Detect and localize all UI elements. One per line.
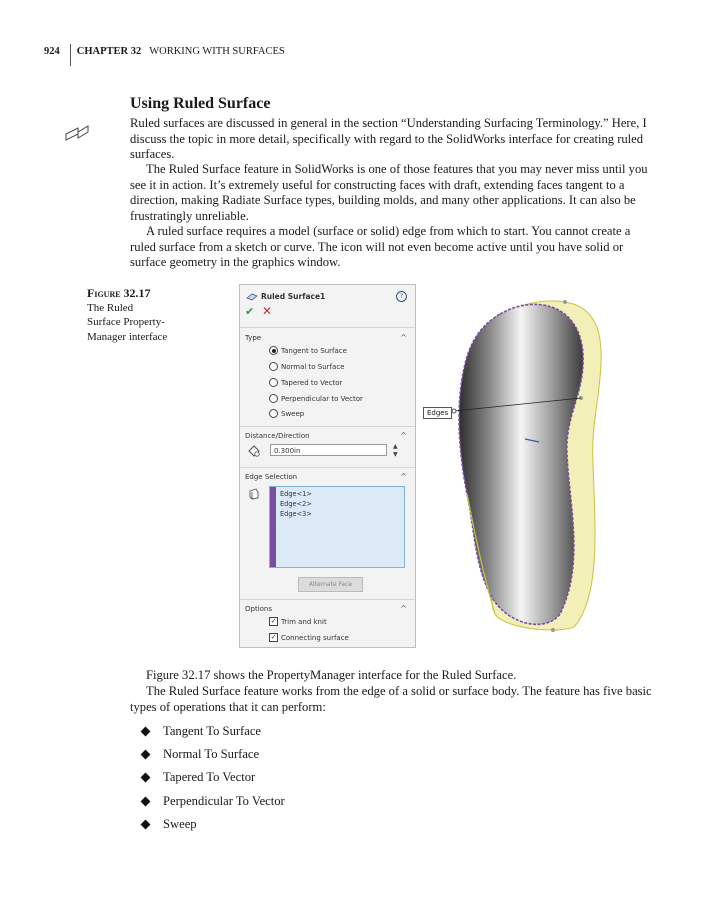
paragraph-feature: The Ruled Surface feature in SolidWorks is one of those features that you may never miss until you see it in action. It’s extremely useful for constructing faces with draft, extending faces tangent to a direction, making Radiate Surface types, building molds, and many other applications. It can also be frustratingly unreliable.	[130, 162, 648, 223]
list-item	[142, 813, 285, 836]
paragraph-intro: Ruled surfaces are discussed in general in the section “Understanding Surfacing Terminology.” Here, I discuss the topic in more detail, specifically with regard to the SolidWorks interface for creating ruled surfaces.	[130, 116, 647, 162]
paragraph-requirement: A ruled surface requires a model (surface or solid) edge from which to start. You cannot create a ruled surface from a sketch or curve. The icon will not even become active until you have solid or surface geometry in the graphics window.	[130, 224, 631, 270]
radio-tangent-to-surface[interactable]	[269, 346, 347, 355]
radio-label: Sweep	[281, 409, 305, 418]
radio-dot	[269, 362, 278, 371]
options-collapse-caret[interactable]: ^	[400, 604, 407, 613]
type-section-label: Type	[245, 334, 262, 342]
bullet-diamond-icon	[141, 773, 151, 783]
ruled-surface-icon	[246, 291, 258, 301]
page-number: 924	[44, 45, 60, 57]
cancel-button[interactable]: ✕	[262, 304, 273, 318]
options-section-label: Options	[245, 605, 273, 613]
alternate-face-button[interactable]: Alternate Face	[298, 577, 363, 592]
bullet-diamond-icon	[141, 727, 151, 737]
edge-collapse-caret[interactable]: ^	[400, 472, 407, 481]
list-item[interactable]: Edge<1>	[280, 490, 312, 498]
checkbox-connecting-surface[interactable]	[269, 633, 349, 642]
edge-section-label: Edge Selection	[245, 473, 298, 481]
cross-reference-icon	[64, 120, 90, 142]
radio-perpendicular-to-vector[interactable]	[269, 394, 363, 403]
list-item	[142, 766, 285, 789]
paragraph-operation-types: The Ruled Surface feature works from the edge of a solid or surface body. The feature has five basic types of operations that it can perform:	[130, 684, 652, 714]
type-collapse-caret[interactable]: ^	[400, 333, 407, 342]
running-header	[44, 40, 285, 62]
radio-dot	[269, 409, 278, 418]
distance-icon	[247, 445, 261, 457]
bullet-diamond-icon	[141, 750, 151, 760]
distance-input[interactable]: 0.300in	[270, 444, 387, 456]
selection-color-bar	[270, 487, 276, 567]
panel-title	[246, 291, 325, 301]
options-section	[240, 599, 415, 600]
radio-tapered-to-vector[interactable]	[269, 378, 342, 387]
panel-title-text: Ruled Surface1	[261, 291, 326, 301]
list-item[interactable]: Edge<3>	[280, 510, 312, 518]
spin-down-button[interactable]: ▼	[393, 451, 398, 458]
bullet-text: Tangent To Surface	[163, 724, 262, 739]
check-icon: ✓	[270, 617, 277, 625]
figure-number: Figure 32.17	[87, 286, 151, 300]
header-divider	[70, 44, 71, 66]
list-item[interactable]: Edge<2>	[280, 500, 312, 508]
radio-normal-to-surface[interactable]	[269, 362, 344, 371]
checkbox-label: Connecting surface	[281, 633, 349, 642]
list-item	[142, 720, 285, 743]
checkbox-label: Trim and knit	[281, 617, 327, 626]
bullet-diamond-icon	[141, 819, 151, 829]
edge-selection-list[interactable]	[269, 486, 405, 568]
paragraph-figure-reference: Figure 32.17 shows the PropertyManager interface for the Ruled Surface.	[146, 668, 517, 682]
radio-label: Perpendicular to Vector	[281, 394, 363, 403]
radio-label: Normal to Surface	[281, 362, 345, 371]
bullet-text: Sweep	[163, 816, 197, 831]
type-section	[240, 327, 415, 328]
property-manager-panel	[239, 284, 416, 648]
distance-section-label: Distance/Direction	[245, 432, 310, 440]
chapter-label: CHAPTER 32	[76, 45, 142, 57]
operation-type-list	[142, 720, 285, 836]
figure-caption-line: Surface Property-	[87, 316, 165, 328]
figure-caption	[87, 286, 187, 344]
radio-dot	[269, 346, 278, 355]
ok-button[interactable]: ✔	[245, 305, 255, 318]
radio-sweep[interactable]	[269, 409, 304, 418]
list-item	[142, 790, 285, 813]
bullet-text: Perpendicular To Vector	[163, 793, 285, 808]
radio-label: Tangent to Surface	[281, 346, 347, 355]
bullet-text: Tapered To Vector	[163, 770, 256, 785]
spin-up-button[interactable]: ▲	[393, 443, 398, 450]
radio-dot	[269, 394, 278, 403]
ruled-surface-model-graphic	[415, 294, 625, 636]
section-title: Using Ruled Surface	[130, 95, 271, 112]
figure-caption-line: Manager interface	[87, 330, 168, 343]
edge-section	[240, 467, 415, 468]
list-item	[142, 743, 285, 766]
bullet-diamond-icon	[141, 796, 151, 806]
figure-caption-line: The Ruled	[87, 301, 134, 314]
radio-label: Tapered to Vector	[281, 378, 343, 387]
distance-section	[240, 426, 415, 427]
distance-collapse-caret[interactable]: ^	[400, 431, 407, 440]
radio-dot	[269, 378, 278, 387]
help-button[interactable]: ?	[396, 291, 407, 302]
edges-callout-label: Edges	[423, 407, 452, 419]
checkbox-trim-and-knit[interactable]	[269, 617, 327, 626]
check-icon: ✓	[270, 633, 277, 641]
chapter-title: WORKING WITH SURFACES	[149, 45, 285, 57]
bullet-text: Normal To Surface	[163, 747, 260, 762]
edge-selection-icon	[248, 488, 260, 500]
